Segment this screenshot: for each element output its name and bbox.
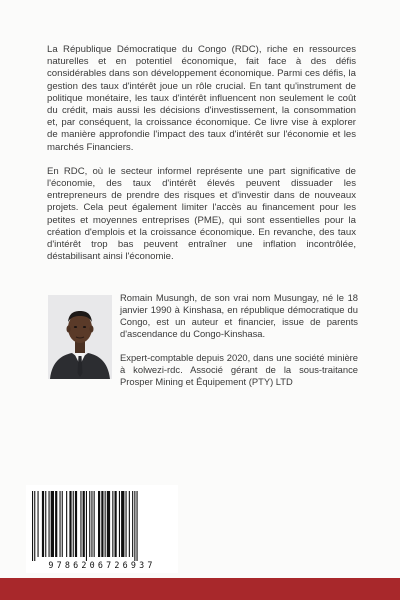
- author-bio: [120, 292, 358, 400]
- isbn-barcode: [26, 485, 178, 573]
- isbn-number: 9786206726937: [48, 560, 156, 570]
- intro-paragraph-1: La République Démocratique du Congo (RDC), riche en ressources naturelles et en potentiel économique, fait face à des défis considérables dans son développement économique. Parmi ces défis, la gestion des taux d'intérêt joue un rôle crucial. En tant qu'instrument de politique monétaire, les taux d'intérêt influencent non seulement le coût du crédit, mais aussi les décisions d'investissement, la consommation et, par conséquent, la croissance économique. Ce livre vise à explorer de manière approfondie l'impact des taux d'intérêt sur l'économie et les marchés Financiers.: [47, 44, 356, 153]
- intro-text: [47, 44, 356, 275]
- intro-paragraph-2: En RDC, où le secteur informel représente une part significative de l'économie, des taux d'intérêt élevés peuvent dissuader les entrepreneurs de prendre des risques et d'investir dans de nouveaux projets. Cela peut également limiter l'accès au financement pour les petites et moyennes entreprises (PME), qui sont essentielles pour la création d'emplois et la croissance économique. En revanche, des taux d'intérêt trop bas peuvent entraîner une inflation incontrôlée, déstabilisant ainsi l'économie.: [47, 165, 356, 263]
- author-bio-paragraph: Romain Musungh, de son vrai nom Musungay, né le 18 janvier 1990 à Kinshasa, en république démocratique du Congo, est un auteur et financier, issue de parents d'ascendance du Congo-Kinshasa.: [120, 292, 358, 339]
- author-photo: [48, 295, 112, 379]
- bottom-color-band: [0, 578, 400, 600]
- author-section: [48, 292, 358, 402]
- author-career-paragraph: Expert-comptable depuis 2020, dans une société minière à kolwezi-rdc. Associé gérant de la sous-traitance Prosper Mining et Équipement (PTY) LTD: [120, 352, 358, 387]
- author-portrait-image: [48, 295, 112, 379]
